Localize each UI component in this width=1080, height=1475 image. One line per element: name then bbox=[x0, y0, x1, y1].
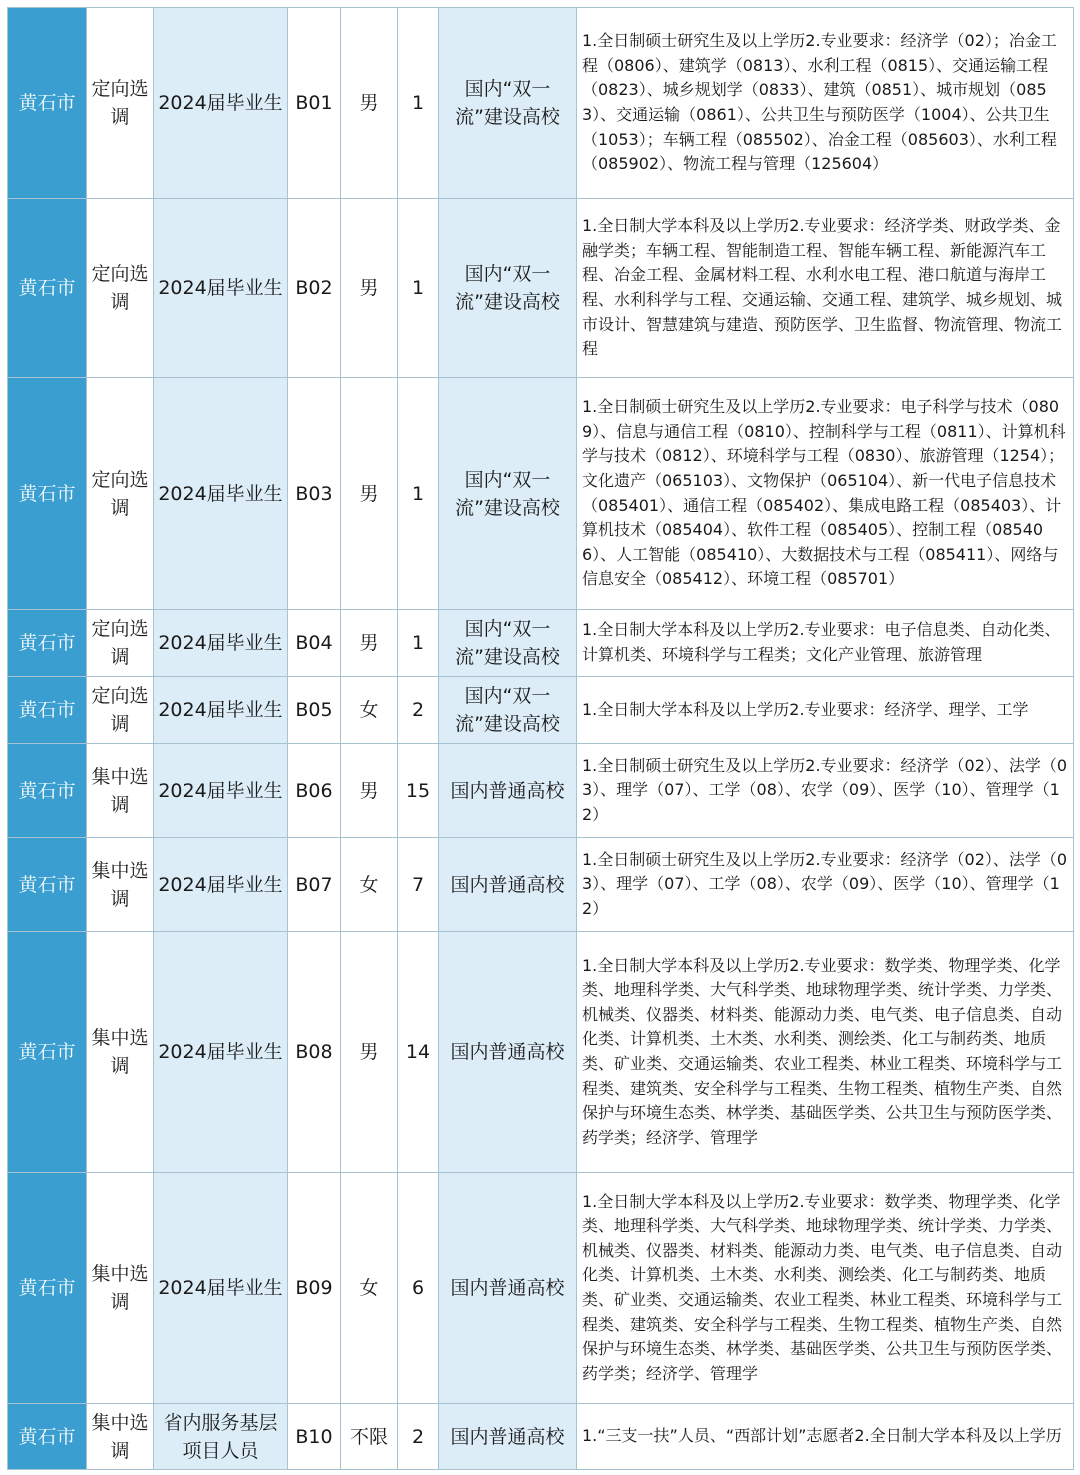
school-cell bbox=[439, 1173, 577, 1404]
city-text: 黄石市 bbox=[18, 779, 76, 802]
school-text: 国内“双一流”建设高校 bbox=[455, 263, 560, 313]
count-cell bbox=[398, 838, 439, 932]
count-text: 14 bbox=[405, 1041, 431, 1063]
requirements-cell bbox=[577, 677, 1074, 744]
target-cell bbox=[154, 610, 288, 677]
gender-text: 男 bbox=[359, 632, 379, 654]
target-cell bbox=[154, 838, 288, 932]
table-row bbox=[8, 8, 1074, 199]
requirements-cell bbox=[577, 1173, 1074, 1404]
recruitment-table bbox=[7, 7, 1074, 1470]
selection-type-text: 集中选调 bbox=[91, 859, 149, 910]
city-text: 黄石市 bbox=[18, 92, 76, 114]
gender-cell bbox=[341, 932, 398, 1173]
target-cell bbox=[154, 199, 288, 378]
selection-type-cell bbox=[87, 932, 154, 1173]
gender-cell bbox=[341, 744, 398, 838]
target-cell bbox=[154, 932, 288, 1173]
position-code-text: B01 bbox=[295, 92, 333, 114]
position-code-text: B02 bbox=[295, 277, 333, 299]
count-text: 1 bbox=[411, 632, 425, 654]
position-code-text: B03 bbox=[295, 482, 333, 505]
city-cell bbox=[8, 1404, 87, 1470]
requirements-text: 1.全日制硕士研究生及以上学历2.专业要求：经济学（02）；冶金工程（0806）、建筑学（0813）、水利工程（0815）、交通运输工程（0823）、城乡规划学（0833）、建筑（0851）、城市规划（0853）、交通运输（0861）、公共卫生与预防医学（1004）、公共卫生（1053）；车辆工程（085502）、冶金工程（085603）、水利工程（085902）、物流工程与管理（125604） bbox=[582, 31, 1057, 174]
gender-text: 男 bbox=[359, 1041, 379, 1063]
position-code-text: B05 bbox=[295, 699, 333, 721]
city-text: 黄石市 bbox=[18, 1277, 76, 1299]
gender-cell bbox=[341, 8, 398, 199]
school-text: 国内“双一流”建设高校 bbox=[455, 468, 560, 519]
city-cell bbox=[8, 838, 87, 932]
requirements-text: 1.“三支一扶”人员、“西部计划”志愿者2.全日制大学本科及以上学历 bbox=[582, 1426, 1062, 1446]
count-cell bbox=[398, 8, 439, 199]
school-text: 国内“双一流”建设高校 bbox=[455, 685, 560, 735]
count-cell bbox=[398, 932, 439, 1173]
target-text: 2024届毕业生 bbox=[158, 632, 283, 654]
gender-text: 男 bbox=[359, 779, 379, 802]
city-text: 黄石市 bbox=[18, 1425, 76, 1448]
selection-type-text: 定向选调 bbox=[91, 263, 149, 313]
count-text: 2 bbox=[411, 1425, 425, 1448]
school-cell bbox=[439, 838, 577, 932]
count-cell bbox=[398, 378, 439, 610]
count-cell bbox=[398, 744, 439, 838]
school-text: 国内普通高校 bbox=[450, 1041, 565, 1063]
count-text: 15 bbox=[405, 779, 431, 802]
city-text: 黄石市 bbox=[18, 1041, 76, 1063]
selection-type-cell bbox=[87, 378, 154, 610]
target-text: 2024届毕业生 bbox=[158, 779, 283, 802]
position-code-text: B04 bbox=[295, 632, 333, 654]
selection-type-cell bbox=[87, 1404, 154, 1470]
requirements-text: 1.全日制硕士研究生及以上学历2.专业要求：电子科学与技术（0809）、信息与通信工程（0810）、控制科学与工程（0811）、计算机科学与技术（0812）、环境科学与工程（0830）、旅游管理（1254）；文化遗产（065103）、文物保护（065104）、新一代电子信息技术（085401）、通信工程（085402）、集成电路工程（085403）、计算机技术（085404）、软件工程（085405）、控制工程（085406）、人工智能（085410）、大数据技术与工程（085411）、网络与信息安全（085412）、环境工程（085701） bbox=[582, 397, 1066, 589]
requirements-cell bbox=[577, 378, 1074, 610]
selection-type-text: 集中选调 bbox=[91, 1411, 149, 1462]
target-cell bbox=[154, 1404, 288, 1470]
position-code-text: B07 bbox=[295, 873, 333, 896]
city-cell bbox=[8, 932, 87, 1173]
table-row bbox=[8, 932, 1074, 1173]
requirements-cell bbox=[577, 8, 1074, 199]
position-code-cell bbox=[288, 8, 341, 199]
count-text: 1 bbox=[411, 92, 425, 114]
city-cell bbox=[8, 677, 87, 744]
position-code-cell bbox=[288, 199, 341, 378]
position-code-cell bbox=[288, 1173, 341, 1404]
school-cell bbox=[439, 677, 577, 744]
school-text: 国内普通高校 bbox=[450, 1277, 565, 1299]
gender-text: 女 bbox=[359, 699, 379, 721]
school-text: 国内普通高校 bbox=[450, 779, 565, 802]
school-cell bbox=[439, 744, 577, 838]
requirements-text: 1.全日制大学本科及以上学历2.专业要求：经济学类、财政学类、金融学类；车辆工程、智能制造工程、智能车辆工程、新能源汽车工程、冶金工程、金属材料工程、水利水电工程、港口航道与海岸工程、水利科学与工程、交通运输、交通工程、建筑学、城乡规划、城市设计、智慧建筑与建造、预防医学、卫生监督、物流管理、物流工程 bbox=[582, 216, 1063, 359]
school-text: 国内“双一流”建设高校 bbox=[455, 78, 560, 128]
target-text: 2024届毕业生 bbox=[158, 482, 283, 505]
position-code-cell bbox=[288, 378, 341, 610]
requirements-text: 1.全日制大学本科及以上学历2.专业要求：电子信息类、自动化类、计算机类、环境科学与工程类；文化产业管理、旅游管理 bbox=[582, 620, 1061, 664]
position-code-text: B09 bbox=[295, 1277, 333, 1299]
table-row bbox=[8, 677, 1074, 744]
position-code-cell bbox=[288, 838, 341, 932]
position-code-cell bbox=[288, 744, 341, 838]
count-cell bbox=[398, 199, 439, 378]
count-cell bbox=[398, 1404, 439, 1470]
gender-text: 女 bbox=[359, 1277, 379, 1299]
count-text: 1 bbox=[411, 277, 425, 299]
gender-cell bbox=[341, 677, 398, 744]
city-cell bbox=[8, 1173, 87, 1404]
count-text: 2 bbox=[411, 699, 425, 721]
requirements-cell bbox=[577, 199, 1074, 378]
gender-cell bbox=[341, 838, 398, 932]
selection-type-cell bbox=[87, 744, 154, 838]
requirements-cell bbox=[577, 1404, 1074, 1470]
position-code-cell bbox=[288, 610, 341, 677]
city-text: 黄石市 bbox=[18, 277, 76, 299]
count-cell bbox=[398, 677, 439, 744]
city-cell bbox=[8, 378, 87, 610]
requirements-text: 1.全日制大学本科及以上学历2.专业要求：数学类、物理学类、化学类、地理科学类、大气科学类、地球物理学类、统计学类、力学类、机械类、仪器类、材料类、能源动力类、电气类、电子信息类、自动化类、计算机类、土木类、水利类、测绘类、化工与制药类、地质类、矿业类、交通运输类、农业工程类、林业工程类、环境科学与工程类、建筑类、安全科学与工程类、生物工程类、植物生产类、自然保护与环境生态类、林学类、基础医学类、公共卫生与预防医学类、药学类；经济学、管理学 bbox=[582, 1191, 1063, 1383]
selection-type-text: 定向选调 bbox=[91, 78, 149, 128]
school-cell bbox=[439, 610, 577, 677]
count-text: 6 bbox=[411, 1277, 425, 1299]
requirements-cell bbox=[577, 744, 1074, 838]
requirements-text: 1.全日制大学本科及以上学历2.专业要求：数学类、物理学类、化学类、地理科学类、大气科学类、地球物理学类、统计学类、力学类、机械类、仪器类、材料类、能源动力类、电气类、电子信息类、自动化类、计算机类、土木类、水利类、测绘类、化工与制药类、地质类、矿业类、交通运输类、农业工程类、林业工程类、环境科学与工程类、建筑类、安全科学与工程类、生物工程类、植物生产类、自然保护与环境生态类、林学类、基础医学类、公共卫生与预防医学类、药学类；经济学、管理学 bbox=[582, 955, 1063, 1147]
selection-type-cell bbox=[87, 1173, 154, 1404]
selection-type-text: 集中选调 bbox=[91, 1263, 149, 1313]
target-text: 2024届毕业生 bbox=[158, 92, 283, 114]
gender-text: 女 bbox=[359, 873, 379, 896]
count-cell bbox=[398, 1173, 439, 1404]
selection-type-text: 集中选调 bbox=[91, 1027, 149, 1077]
gender-cell bbox=[341, 1173, 398, 1404]
count-text: 7 bbox=[411, 873, 425, 896]
city-text: 黄石市 bbox=[18, 699, 76, 721]
city-text: 黄石市 bbox=[18, 632, 76, 654]
position-code-cell bbox=[288, 932, 341, 1173]
school-text: 国内“双一流”建设高校 bbox=[455, 618, 560, 668]
table-row bbox=[8, 199, 1074, 378]
target-cell bbox=[154, 744, 288, 838]
table-row bbox=[8, 838, 1074, 932]
target-text: 2024届毕业生 bbox=[158, 1277, 283, 1299]
table-row bbox=[8, 1404, 1074, 1470]
table-row bbox=[8, 1173, 1074, 1404]
selection-type-cell bbox=[87, 610, 154, 677]
table-row bbox=[8, 378, 1074, 610]
school-text: 国内普通高校 bbox=[450, 873, 565, 896]
gender-text: 男 bbox=[359, 482, 379, 505]
position-code-cell bbox=[288, 677, 341, 744]
city-text: 黄石市 bbox=[18, 873, 76, 896]
target-cell bbox=[154, 8, 288, 199]
count-cell bbox=[398, 610, 439, 677]
target-text: 2024届毕业生 bbox=[158, 873, 283, 896]
selection-type-cell bbox=[87, 199, 154, 378]
target-text: 省内服务基层项目人员 bbox=[163, 1411, 278, 1462]
selection-type-text: 定向选调 bbox=[91, 618, 149, 668]
gender-text: 男 bbox=[359, 92, 379, 114]
city-text: 黄石市 bbox=[18, 482, 76, 505]
target-cell bbox=[154, 378, 288, 610]
position-code-text: B10 bbox=[295, 1425, 333, 1448]
gender-text: 男 bbox=[359, 277, 379, 299]
school-cell bbox=[439, 199, 577, 378]
position-code-text: B06 bbox=[295, 779, 333, 802]
position-code-cell bbox=[288, 1404, 341, 1470]
table-row bbox=[8, 744, 1074, 838]
target-cell bbox=[154, 1173, 288, 1404]
selection-type-cell bbox=[87, 8, 154, 199]
target-text: 2024届毕业生 bbox=[158, 277, 283, 299]
gender-text: 不限 bbox=[349, 1425, 388, 1448]
target-text: 2024届毕业生 bbox=[158, 699, 283, 721]
gender-cell bbox=[341, 1404, 398, 1470]
gender-cell bbox=[341, 610, 398, 677]
table-row bbox=[8, 610, 1074, 677]
selection-type-text: 定向选调 bbox=[91, 685, 149, 735]
city-cell bbox=[8, 199, 87, 378]
requirements-cell bbox=[577, 838, 1074, 932]
position-code-text: B08 bbox=[295, 1041, 333, 1063]
gender-cell bbox=[341, 378, 398, 610]
school-cell bbox=[439, 8, 577, 199]
school-cell bbox=[439, 378, 577, 610]
selection-type-text: 定向选调 bbox=[91, 468, 149, 519]
city-cell bbox=[8, 744, 87, 838]
target-text: 2024届毕业生 bbox=[158, 1041, 283, 1063]
requirements-cell bbox=[577, 610, 1074, 677]
selection-type-text: 集中选调 bbox=[91, 765, 149, 816]
selection-type-cell bbox=[87, 677, 154, 744]
target-cell bbox=[154, 677, 288, 744]
school-text: 国内普通高校 bbox=[450, 1425, 565, 1448]
selection-type-cell bbox=[87, 838, 154, 932]
requirements-cell bbox=[577, 932, 1074, 1173]
gender-cell bbox=[341, 199, 398, 378]
requirements-text: 1.全日制硕士研究生及以上学历2.专业要求：经济学（02）、法学（03）、理学（07）、工学（08）、农学（09）、医学（10）、管理学（12） bbox=[582, 755, 1068, 824]
requirements-text: 1.全日制大学本科及以上学历2.专业要求：经济学、理学、工学 bbox=[582, 699, 1029, 719]
school-cell bbox=[439, 1404, 577, 1470]
count-text: 1 bbox=[411, 482, 425, 505]
city-cell bbox=[8, 610, 87, 677]
city-cell bbox=[8, 8, 87, 199]
table-body bbox=[8, 8, 1074, 1470]
requirements-text: 1.全日制硕士研究生及以上学历2.专业要求：经济学（02）、法学（03）、理学（07）、工学（08）、农学（09）、医学（10）、管理学（12） bbox=[582, 849, 1068, 918]
school-cell bbox=[439, 932, 577, 1173]
